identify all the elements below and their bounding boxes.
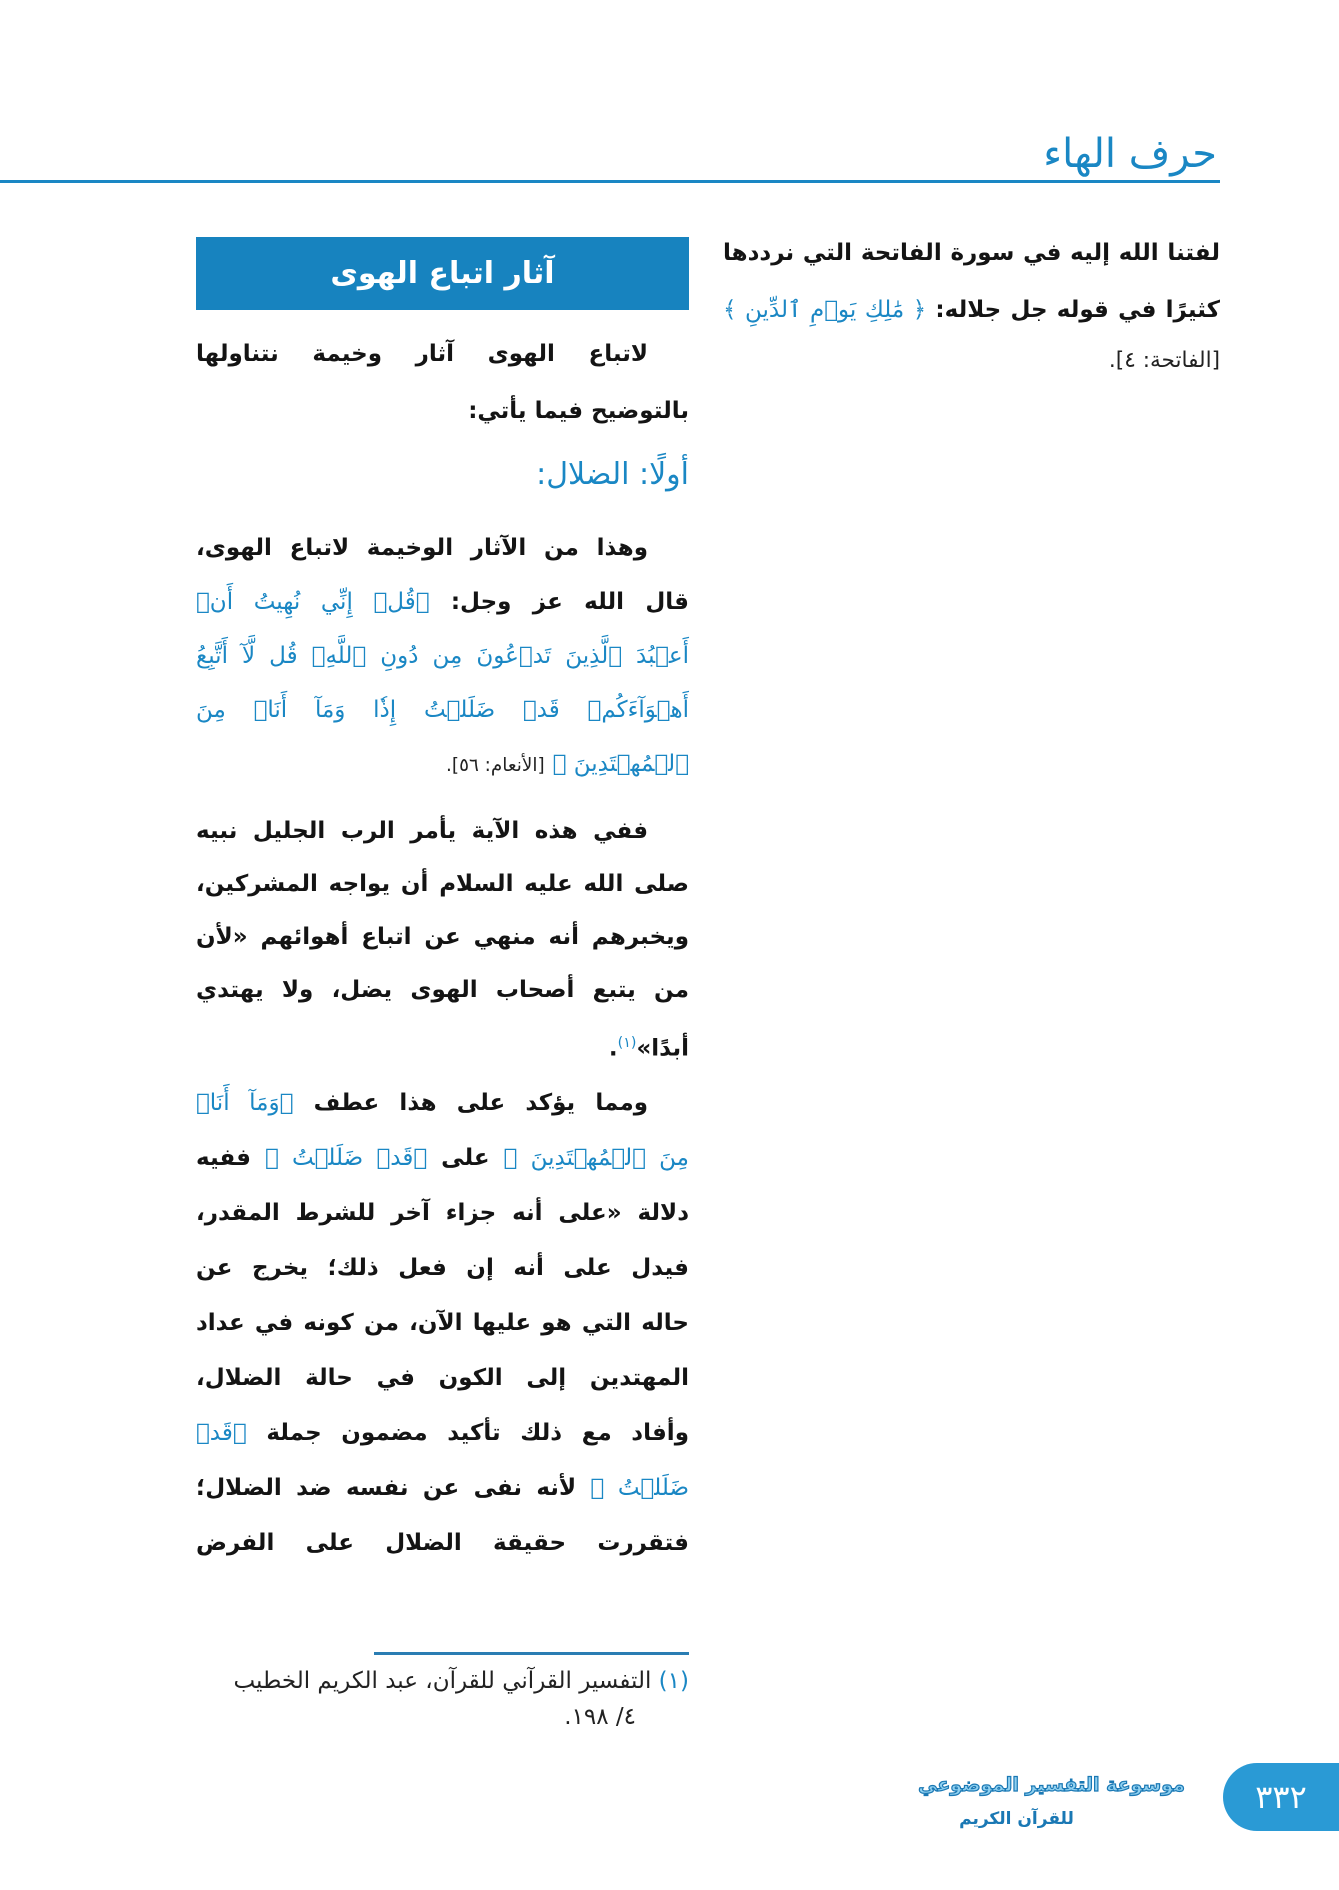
body-text: ففيه bbox=[196, 1145, 251, 1171]
subheading-text: أولًا: الضلال: bbox=[536, 457, 689, 492]
body-text: كثيرًا في قوله جل جلاله: bbox=[935, 297, 1220, 323]
body-text: ففي هذه الآية يأمر الرب الجليل نبيه bbox=[196, 818, 648, 844]
body-text: حاله التي هو عليها الآن، من كونه في عداد bbox=[196, 1310, 689, 1336]
quran-text: ﴿قَدۡ ضَلَلۡتُ ﴾ bbox=[264, 1145, 428, 1171]
quran-text: ﴿ مَٰلِكِ يَوۡمِ ٱلدِّينِ ﴾ bbox=[723, 297, 927, 323]
page-number-badge bbox=[1223, 1763, 1339, 1831]
verse-reference: [الفاتحة: ٤]. bbox=[1108, 348, 1220, 373]
body-text: فتقررت حقيقة الضلال على الفرض bbox=[196, 1530, 689, 1556]
footnote-text: التفسير القرآني للقرآن، عبد الكريم الخطيب bbox=[233, 1668, 652, 1694]
section-title-box bbox=[196, 237, 689, 310]
body-text: وأفاد مع ذلك تأكيد مضمون جملة bbox=[266, 1420, 689, 1446]
body-text: المهتدين إلى الكون في حالة الضلال، bbox=[196, 1365, 689, 1391]
paragraph bbox=[196, 1076, 689, 1571]
body-text: لاتباع الهوى آثار وخيمة نتناولها bbox=[196, 341, 648, 367]
body-text: . bbox=[608, 1035, 618, 1062]
subheading bbox=[196, 447, 689, 502]
body-line bbox=[196, 964, 689, 1017]
running-header-title: حرف الهاء bbox=[1043, 131, 1217, 177]
quran-text: ٱلۡمُهۡتَدِينَ ﴾ bbox=[552, 751, 689, 777]
footnote-text: ٤/ ١٩٨. bbox=[564, 1704, 636, 1730]
quran-text: ﴿قُلۡ إِنِّي نُهِيتُ أَنۡ bbox=[196, 589, 430, 615]
quran-text: أَهۡوَآءَكُمۡ قَدۡ ضَلَلۡتُ إِذٗا وَمَآ أَنَا۠ مِنَ bbox=[196, 697, 689, 723]
body-text: صلى الله عليه السلام أن يواجه المشركين، bbox=[196, 871, 689, 897]
body-line bbox=[196, 521, 689, 575]
body-line bbox=[196, 805, 689, 858]
body-line bbox=[196, 383, 689, 440]
encyclopedia-logo bbox=[916, 1763, 1187, 1835]
footnote bbox=[196, 1663, 689, 1735]
body-text: بالتوضيح فيما يأتي: bbox=[468, 398, 689, 424]
body-line bbox=[723, 225, 1220, 282]
body-line bbox=[196, 1516, 689, 1571]
body-line bbox=[196, 683, 689, 737]
body-line bbox=[196, 858, 689, 911]
intro-paragraph bbox=[196, 326, 689, 440]
body-text: وهذا من الآثار الوخيمة لاتباع الهوى، bbox=[196, 535, 648, 561]
footnote-separator bbox=[374, 1652, 689, 1655]
body-line bbox=[196, 1351, 689, 1406]
paragraph bbox=[196, 805, 689, 1076]
quran-text: ﴿قَدۡ bbox=[196, 1420, 247, 1446]
body-text: ومما يؤكد على هذا عطف bbox=[313, 1090, 648, 1116]
quran-text: مِنَ ٱلۡمُهۡتَدِينَ ﴾ bbox=[503, 1145, 689, 1171]
logo-subtitle: للقرآن الكريم bbox=[959, 1809, 1074, 1829]
body-text: على bbox=[441, 1145, 490, 1171]
body-line bbox=[196, 1076, 689, 1131]
body-line bbox=[196, 575, 689, 629]
page-number: ٣٣٢ bbox=[1255, 1778, 1307, 1816]
body-line bbox=[196, 1406, 689, 1461]
body-line bbox=[723, 282, 1220, 339]
quran-text: ضَلَلۡتُ ﴾ bbox=[590, 1475, 689, 1501]
body-line bbox=[196, 1186, 689, 1241]
footnote-reference: (١) bbox=[617, 1035, 637, 1051]
body-line bbox=[196, 326, 689, 383]
body-text: من يتبع أصحاب الهوى يضل، ولا يهتدي bbox=[196, 977, 689, 1003]
header-rule bbox=[0, 180, 1220, 183]
footnote-line bbox=[196, 1699, 689, 1735]
body-text: لأنه نفى عن نفسه ضد الضلال؛ bbox=[196, 1475, 577, 1501]
body-text: قال الله عز وجل: bbox=[450, 589, 689, 615]
body-line bbox=[196, 1461, 689, 1516]
footnote-marker: (١) bbox=[658, 1668, 689, 1694]
body-text: لفتنا الله إليه في سورة الفاتحة التي نرددها bbox=[723, 240, 1220, 266]
body-line bbox=[196, 1296, 689, 1351]
body-line bbox=[196, 1017, 689, 1076]
body-line bbox=[196, 1131, 689, 1186]
body-text: فيدل على أنه إن فعل ذلك؛ يخرج عن bbox=[196, 1255, 689, 1281]
verse-reference: [الأنعام: ٥٦]. bbox=[446, 755, 545, 776]
verse-reference-line bbox=[723, 339, 1220, 381]
right-column bbox=[723, 225, 1220, 381]
body-text: ويخبرهم أنه منهي عن اتباع أهوائهم «لأن bbox=[196, 924, 689, 950]
logo-title: موسوعة التفسير الموضوعي bbox=[918, 1774, 1185, 1796]
section-title: آثار اتباع الهوى bbox=[330, 256, 555, 291]
quran-text: ﴿وَمَآ أَنَا۠ bbox=[196, 1090, 294, 1116]
body-text: أبدًا» bbox=[636, 1035, 689, 1062]
body-text: دلالة «على أنه جزاء آخر للشرط المقدر، bbox=[196, 1200, 689, 1226]
paragraph bbox=[196, 521, 689, 793]
body-line bbox=[196, 1241, 689, 1296]
body-line bbox=[196, 911, 689, 964]
quran-text: أَعۡبُدَ ٱلَّذِينَ تَدۡعُونَ مِن دُونِ ٱللَّهِۚ قُل لَّآ أَتَّبِعُ bbox=[196, 643, 689, 669]
body-line bbox=[196, 737, 689, 793]
footnote-line bbox=[196, 1663, 689, 1699]
body-line bbox=[196, 629, 689, 683]
